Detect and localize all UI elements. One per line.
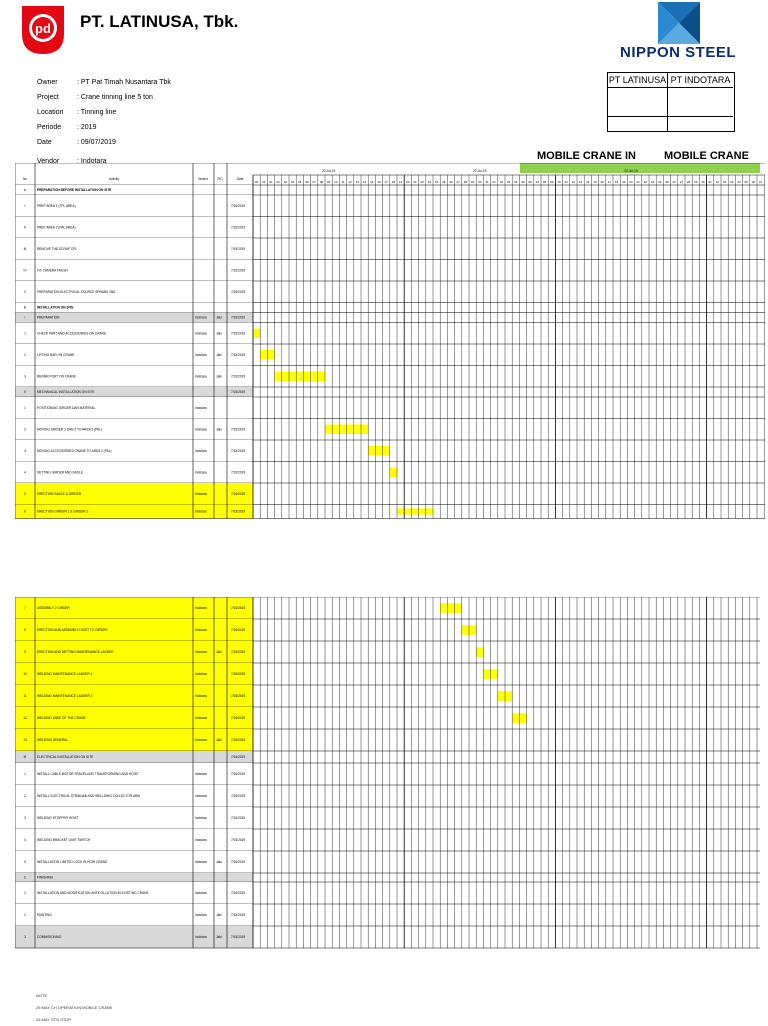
row-vendor: Indotara <box>195 716 207 721</box>
row-vendor: Indotara <box>195 913 207 918</box>
day-label: 29 <box>694 180 698 184</box>
day-label: 18 <box>614 180 619 184</box>
row-activity: INSTALL ELECTRICAL STRAINAB AND WELLDING COLLECTOR ARM <box>37 794 140 799</box>
day-label: 22 <box>420 180 424 184</box>
row-activity: PREP AREA 2 (PAL AREA) <box>37 225 76 230</box>
day-label: 17 <box>607 180 612 184</box>
row-activity: ERECTION AND ASSEMBLY HOIST TO GIRDER <box>37 628 108 633</box>
row-no: 2 <box>24 352 26 357</box>
row-no: 10 <box>23 672 27 677</box>
row-activity: PREPARATION <box>37 315 60 320</box>
day-label: 07 <box>758 180 763 184</box>
table-row <box>15 344 765 366</box>
day-label: 11 <box>341 180 345 184</box>
row-no: 2 <box>24 913 26 918</box>
row-no: 3 <box>24 935 26 940</box>
row-vendor: Indotara <box>195 816 207 821</box>
day-label: 13 <box>578 180 583 184</box>
header-activity: Activity <box>108 177 120 181</box>
table-row <box>15 851 760 873</box>
day-label: 02 <box>499 180 504 184</box>
row-date: 7/15/2019 <box>231 352 246 357</box>
row-no: I <box>24 315 26 320</box>
table-row <box>15 238 765 260</box>
row-date: 7/15/2019 <box>231 738 246 743</box>
info-value: : 2019 <box>77 124 97 131</box>
day-label: 25 <box>442 180 446 184</box>
row-activity: INSTALLATION LIMITED LOCK IN HOIR CRANE <box>37 860 108 865</box>
info-label: Vendor <box>37 158 60 165</box>
row-date: 7/15/2019 <box>231 891 246 896</box>
row-date: 7/15/2019 <box>231 716 246 721</box>
day-label: 09 <box>550 180 554 184</box>
nippon-steel-logo <box>658 2 700 44</box>
day-label: 15 <box>593 180 597 184</box>
row-vendor: Indotara <box>195 315 207 320</box>
row-date: 7/15/2019 <box>231 816 246 821</box>
gantt-bar <box>390 468 397 477</box>
table-row <box>15 663 760 685</box>
info-value: : Indotara <box>77 158 107 165</box>
day-label: 27 <box>456 180 460 184</box>
row-pic: Jaki <box>216 427 222 432</box>
gantt-table-page2 <box>15 597 760 957</box>
row-activity: REMOVE THE SCRAP CPL <box>37 246 77 251</box>
day-label: 18 <box>391 180 396 184</box>
day-label: 14 <box>362 180 367 184</box>
row-no: 9 <box>24 650 26 655</box>
day-label: 10 <box>557 180 561 184</box>
row-pic: Jaki <box>216 935 222 940</box>
day-label: 27 <box>679 180 684 184</box>
info-row <box>37 75 171 90</box>
row-activity: WELDING GENERAL <box>37 738 68 743</box>
phase-mobile-crane-out: MOBILE CRANE <box>664 150 749 162</box>
row-activity: SETTING GIRDER AND SADLE <box>37 470 83 475</box>
row-activity: WELDING MAINTENANCE LADDER 2 <box>37 694 93 699</box>
table-row <box>15 281 765 303</box>
row-activity: ERECTION GIRDER 1 & GIRDER 2 <box>37 509 89 514</box>
logo-text: pd <box>35 21 51 36</box>
row-no: IV <box>23 268 27 273</box>
row-vendor: Indotara <box>195 891 207 896</box>
row-no: 1 <box>24 331 26 336</box>
row-activity: FIT CAMERA FRESH <box>37 268 68 273</box>
row-date: 7/15/2019 <box>231 650 246 655</box>
table-row <box>15 483 765 505</box>
row-no: 1 <box>24 891 26 896</box>
day-label: 08 <box>542 180 547 184</box>
month-label: 22-Jul-19 <box>473 169 487 173</box>
row-no: 11 <box>23 694 27 699</box>
day-label: 02 <box>722 180 727 184</box>
note-line: 25 MAY CH OPERATION MOBILE CRANE <box>36 1005 113 1010</box>
row-vendor: Indotara <box>195 491 207 496</box>
table-row <box>15 785 760 807</box>
row-date: 7/15/2019 <box>231 860 246 865</box>
row-activity: PREPARATION ELECTRICAL SOURCE SPRANE 2BA <box>37 289 116 294</box>
row-activity: INSTALL CABLE MOTOR TRAVELLING TRANSFORMING AND HOIST <box>37 772 139 777</box>
row-activity: FINISHING <box>37 875 54 880</box>
table-row <box>15 763 760 785</box>
row-date: 7/15/2019 <box>231 694 246 699</box>
info-value: : Tinning line <box>77 109 117 116</box>
row-date: 7/15/2019 <box>231 772 246 777</box>
row-no: V <box>23 289 27 294</box>
row-no: III <box>23 246 27 251</box>
row-no: 1 <box>24 405 26 410</box>
day-label: 21 <box>413 180 417 184</box>
row-no: 3 <box>24 374 26 379</box>
row-activity: MECHANICAL INSTALLATION ON SITE <box>37 390 95 395</box>
header-no: No <box>22 177 28 181</box>
row-activity: WELDING MAINTENANCE LADDER 1 <box>37 672 93 677</box>
table-header <box>15 169 765 185</box>
table-row <box>15 597 760 619</box>
row-activity: ELECTRICAL INSTALLATION ON SITE <box>37 755 94 760</box>
table-row <box>15 366 765 388</box>
row-no: 3 <box>24 448 26 453</box>
month-label: 22-Jul-19 <box>624 169 638 173</box>
row-vendor: Indotara <box>195 650 207 655</box>
info-value: : Crane tinning line 5 ton <box>77 94 153 101</box>
row-vendor: Indotara <box>195 794 207 799</box>
table-row <box>15 195 765 217</box>
company-name: PT. LATINUSA, Tbk. <box>80 12 239 31</box>
row-no: II <box>24 390 26 395</box>
day-label: 15 <box>370 180 374 184</box>
day-label: 26 <box>672 180 676 184</box>
row-activity: MOVING GIRDER 1 DAN 2 TO AREA 2 (PAL) <box>37 427 103 432</box>
row-vendor: Indotara <box>195 427 207 432</box>
day-label: 04 <box>514 180 518 184</box>
row-pic: Jaki <box>216 331 222 336</box>
row-date: 7/15/2019 <box>231 315 246 320</box>
row-date: 7/15/2019 <box>231 268 246 273</box>
row-no: 4 <box>24 838 26 843</box>
day-label: 06 <box>751 180 756 184</box>
row-date: 7/15/2019 <box>231 628 246 633</box>
info-row <box>37 120 171 135</box>
row-vendor: Indotara <box>195 606 207 611</box>
day-label: 14 <box>586 180 590 184</box>
table-row <box>15 807 760 829</box>
day-label: 03 <box>730 180 734 184</box>
row-no: 2 <box>24 427 26 432</box>
day-label: 10 <box>334 180 338 184</box>
info-label: Periode <box>37 124 62 131</box>
day-label: 28 <box>463 180 468 184</box>
row-pic: Jaki <box>216 650 222 655</box>
table-row <box>15 387 765 397</box>
signoff-col1: PT LATINUSA <box>608 73 668 88</box>
row-vendor: Indotara <box>195 509 207 514</box>
row-date: 7/15/2019 <box>231 448 246 453</box>
row-date: 7/15/2019 <box>231 289 246 294</box>
row-no: III <box>23 755 27 760</box>
row-no: 12 <box>23 716 27 721</box>
row-no: 7 <box>24 606 26 611</box>
row-pic: Jaki <box>216 352 222 357</box>
row-vendor: Indotara <box>195 738 207 743</box>
row-date: 7/15/2019 <box>231 470 246 475</box>
row-no: 4 <box>24 470 26 475</box>
row-date: 7/15/2019 <box>231 755 246 760</box>
day-label: 24 <box>658 180 662 184</box>
info-label: Location <box>37 109 64 116</box>
info-label: Project <box>37 94 59 101</box>
row-activity: PREP AREA 1 (TPL AREA) <box>37 203 76 208</box>
row-vendor: Indotara <box>195 374 207 379</box>
row-vendor: Indotara <box>195 470 207 475</box>
row-no: 2 <box>24 794 26 799</box>
row-date: 7/15/2019 <box>231 427 246 432</box>
table-row <box>15 440 765 462</box>
signoff-box <box>607 72 735 132</box>
row-no: 6 <box>24 509 26 514</box>
table-row <box>15 729 760 751</box>
day-label: 04 <box>290 180 295 184</box>
table-row <box>15 462 765 484</box>
row-vendor: Indotara <box>195 448 207 453</box>
table-row <box>15 185 765 195</box>
day-label: 09 <box>326 180 331 184</box>
table-row <box>15 397 765 419</box>
gantt-bar <box>253 329 260 338</box>
day-label: 01 <box>269 180 273 184</box>
day-label: 08 <box>319 180 324 184</box>
row-vendor: Indotara <box>195 352 207 357</box>
row-vendor: Indotara <box>195 331 207 336</box>
row-pic: Jaki <box>216 315 222 320</box>
day-label: 23 <box>427 180 432 184</box>
table-row <box>15 882 760 904</box>
gantt-bar <box>440 603 462 613</box>
row-activity: ERECTION AND SETTING MAINTENANCE LADDER <box>37 650 114 655</box>
day-label: 19 <box>398 180 403 184</box>
row-no: C <box>23 875 27 880</box>
row-vendor: Indotara <box>195 860 207 865</box>
row-date: 7/15/2019 <box>231 246 246 251</box>
day-label: 05 <box>521 180 525 184</box>
row-date: 7/15/2019 <box>231 491 246 496</box>
row-date: 7/15/2019 <box>231 672 246 677</box>
day-label: 20 <box>406 180 410 184</box>
table-row <box>15 926 760 948</box>
row-no: 3 <box>24 816 26 821</box>
day-label: 30 <box>701 180 705 184</box>
row-date: 7/15/2019 <box>231 225 246 230</box>
row-date: 7/15/2019 <box>231 331 246 336</box>
day-label: 16 <box>377 180 381 184</box>
table-row <box>15 707 760 729</box>
note-line: NOTE <box>36 993 48 998</box>
gantt-table-page1 <box>15 163 765 531</box>
day-label: 03 <box>506 180 511 184</box>
row-activity: REPAIR PORT ON CRANE <box>37 374 76 379</box>
header-date: Date <box>236 177 244 181</box>
row-activity: ERECTION SADLE & GIRDER <box>37 491 82 496</box>
row-vendor: Indotara <box>195 405 207 410</box>
table-row <box>15 303 765 313</box>
row-vendor: Indotara <box>195 628 207 633</box>
row-date: 7/15/2019 <box>231 838 246 843</box>
row-date: 7/15/2019 <box>231 606 246 611</box>
table-row <box>15 904 760 926</box>
row-activity: MOVING ACCESSORIES CRANE TO AREA 2 (PAL) <box>37 448 112 453</box>
table-row <box>15 829 760 851</box>
table-row <box>15 751 760 763</box>
day-label: 31 <box>708 180 712 184</box>
day-label: 03 <box>283 180 288 184</box>
day-label: 22 <box>643 180 648 184</box>
row-activity: INSTALLATION AND MODIFICATION ANTICOLLUTION IN EXISTING CRANE <box>37 891 149 896</box>
row-pic: Jaki <box>216 860 222 865</box>
day-label: 28 <box>686 180 691 184</box>
gantt-bar <box>275 372 325 381</box>
day-label: 17 <box>384 180 388 184</box>
row-date: 7/15/2019 <box>231 794 246 799</box>
day-label: 23 <box>650 180 655 184</box>
gantt-bar <box>368 446 390 455</box>
partner-brand: NIPPON STEEL <box>620 44 737 61</box>
day-label: 24 <box>434 180 439 184</box>
project-info <box>37 75 171 169</box>
row-activity: PAINTING <box>37 913 52 918</box>
table-row <box>15 505 765 519</box>
day-label: 30 <box>478 180 482 184</box>
row-activity: POSITIONING GIRDER DAN MATERIAL <box>37 405 96 410</box>
day-label: 21 <box>636 180 640 184</box>
info-row <box>37 105 171 120</box>
note-line: 26 MAY STO STOP <box>36 1017 72 1022</box>
row-activity: LIFTING BAR ON CRANE <box>37 352 75 357</box>
day-label: 04 <box>737 180 741 184</box>
row-vendor: Indotara <box>195 838 207 843</box>
notes <box>36 990 112 1026</box>
day-label: 25 <box>665 180 669 184</box>
row-vendor: Indotara <box>195 694 207 699</box>
day-label: 01 <box>492 180 496 184</box>
table-row <box>15 260 765 282</box>
signoff-col2: PT INDOTARA <box>668 73 733 88</box>
row-activity: ASSEMBLY 2 GIRDER <box>37 606 70 611</box>
day-label: 16 <box>600 180 604 184</box>
day-label: 01 <box>715 180 720 184</box>
day-label: 05 <box>298 180 302 184</box>
day-label: 02 <box>276 180 280 184</box>
row-no: I <box>24 203 26 208</box>
day-label: 07 <box>312 180 316 184</box>
table-row <box>15 217 765 239</box>
row-date: 7/15/2019 <box>231 203 246 208</box>
latinusa-logo <box>20 4 66 56</box>
day-label: 13 <box>355 180 360 184</box>
row-no: 5 <box>24 491 26 496</box>
day-label: 12 <box>348 180 352 184</box>
day-label: 26 <box>449 180 453 184</box>
info-row <box>37 135 171 150</box>
row-no: B <box>23 305 27 310</box>
day-label: 31 <box>485 180 489 184</box>
row-activity: PREPARATION BEFORE INSTALLATION ON SITE <box>37 188 112 193</box>
info-label: Owner <box>37 79 58 86</box>
row-activity: INSTALLATION ON SITE <box>37 305 74 310</box>
row-pic: Jaki <box>216 374 222 379</box>
row-no: II <box>24 225 26 230</box>
row-activity: WELDING WIRE OF THE CRANE <box>37 716 86 721</box>
row-activity: WELDING STOPPER HOIST <box>37 816 79 821</box>
day-label: 11 <box>564 180 568 184</box>
info-row <box>37 90 171 105</box>
row-vendor: Indotara <box>195 935 207 940</box>
gantt-bar <box>397 508 433 514</box>
gantt-bar <box>476 647 483 657</box>
row-activity: COMMISIONING <box>37 935 62 940</box>
day-label: 29 <box>470 180 475 184</box>
day-label: 05 <box>744 180 748 184</box>
row-no: A <box>23 188 27 193</box>
table-row <box>15 873 760 882</box>
day-label: 20 <box>629 180 633 184</box>
table-row <box>15 641 760 663</box>
day-label: 07 <box>535 180 540 184</box>
table-row <box>15 619 760 641</box>
day-label: 19 <box>622 180 626 184</box>
row-date: 7/15/2019 <box>231 374 246 379</box>
row-activity: WELDING BRACKET LIMIT SWITCH <box>37 838 91 843</box>
row-date: 7/15/2019 <box>231 913 246 918</box>
row-no: 13 <box>23 738 27 743</box>
row-date: 7/15/2019 <box>231 509 246 514</box>
row-no: 8 <box>24 628 26 633</box>
day-label: 30 <box>254 180 259 184</box>
row-date: 7/15/2019 <box>231 390 246 395</box>
phase-mobile-crane-in: MOBILE CRANE IN <box>537 150 636 162</box>
row-vendor: Indotara <box>195 772 207 777</box>
row-vendor: Indotara <box>195 672 207 677</box>
info-label: Date <box>37 139 52 146</box>
header-vendor: Vendor <box>197 177 209 181</box>
header-pic: PIC <box>217 177 223 181</box>
day-label: 12 <box>571 180 576 184</box>
row-activity: CHECK PART AND ACCESSORIES ON CRANE <box>37 331 107 336</box>
row-no: 5 <box>24 860 26 865</box>
row-date: 7/15/2019 <box>231 935 246 940</box>
day-label: 31 <box>262 180 266 184</box>
day-label: 06 <box>528 180 532 184</box>
month-label: 22-Jul-19 <box>321 169 336 173</box>
table-row <box>15 323 765 345</box>
table-row <box>15 685 760 707</box>
info-value: : PT Pat Timah Nusantara Tbk <box>77 79 171 86</box>
table-row <box>15 313 765 323</box>
row-pic: Jaki <box>216 913 222 918</box>
row-no: 1 <box>24 772 26 777</box>
info-value: : 09/07/2019 <box>77 139 116 146</box>
day-label: 06 <box>305 180 309 184</box>
table-row <box>15 419 765 441</box>
row-pic: Jaki <box>216 738 222 743</box>
